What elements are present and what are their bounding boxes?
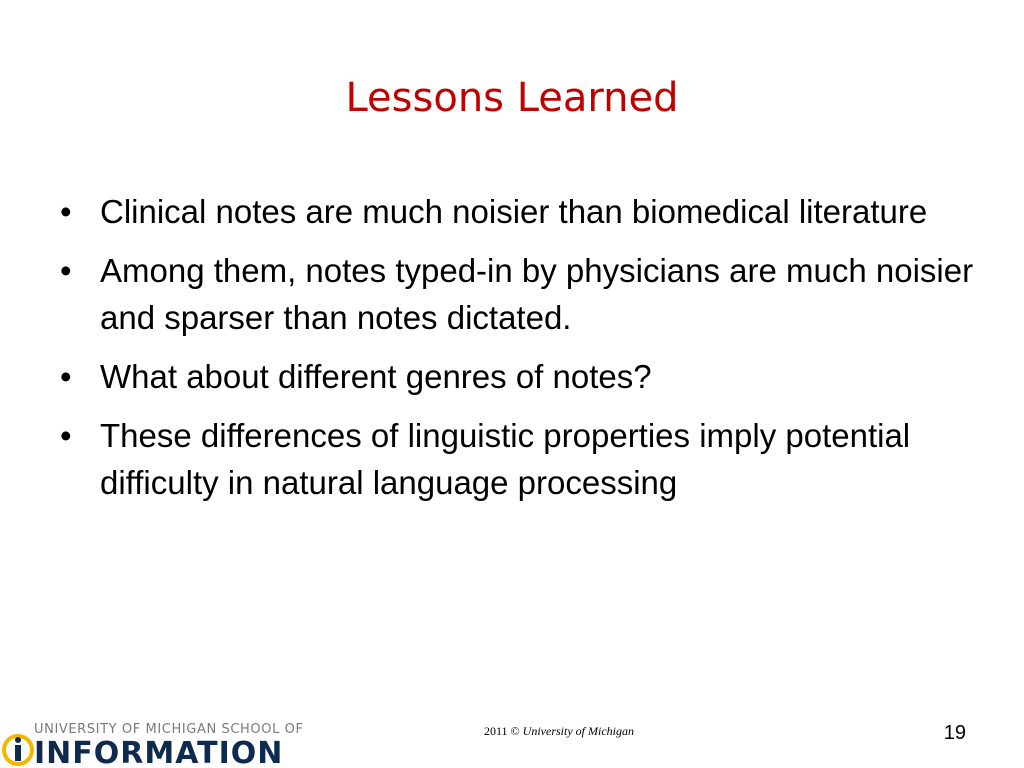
bullet-dot: • [60, 358, 72, 395]
bullet-dot: • [60, 417, 72, 454]
footer-copyright [484, 724, 634, 739]
logo-wordmark: INFORMATION [34, 736, 284, 768]
bullet-item [56, 188, 986, 235]
copyright-organization: University of Michigan [522, 724, 634, 738]
bullet-text: Among them, notes typed-in by physicians are much noisier and sparser than notes dictated. [100, 252, 974, 336]
bullet-text: What about different genres of notes? [100, 358, 652, 395]
logo-school-name: UNIVERSITY OF MICHIGAN SCHOOL OF [34, 722, 304, 737]
school-logo [0, 722, 304, 768]
bullet-dot: • [60, 252, 72, 289]
bullet-text: These differences of linguistic properties imply potential difficulty in natural language processing [100, 417, 911, 501]
school-of-information-logo-icon [0, 732, 36, 768]
bullet-dot: • [60, 193, 72, 230]
bullet-item [56, 353, 986, 400]
page-number: 19 [943, 722, 966, 744]
bullet-item [56, 247, 986, 341]
slide-title: Lessons Learned [345, 75, 679, 121]
copyright-year: 2011 © [484, 724, 520, 738]
bullet-text: Clinical notes are much noisier than biomedical literature [100, 193, 928, 230]
bullet-list [56, 188, 986, 518]
bullet-item [56, 412, 986, 506]
